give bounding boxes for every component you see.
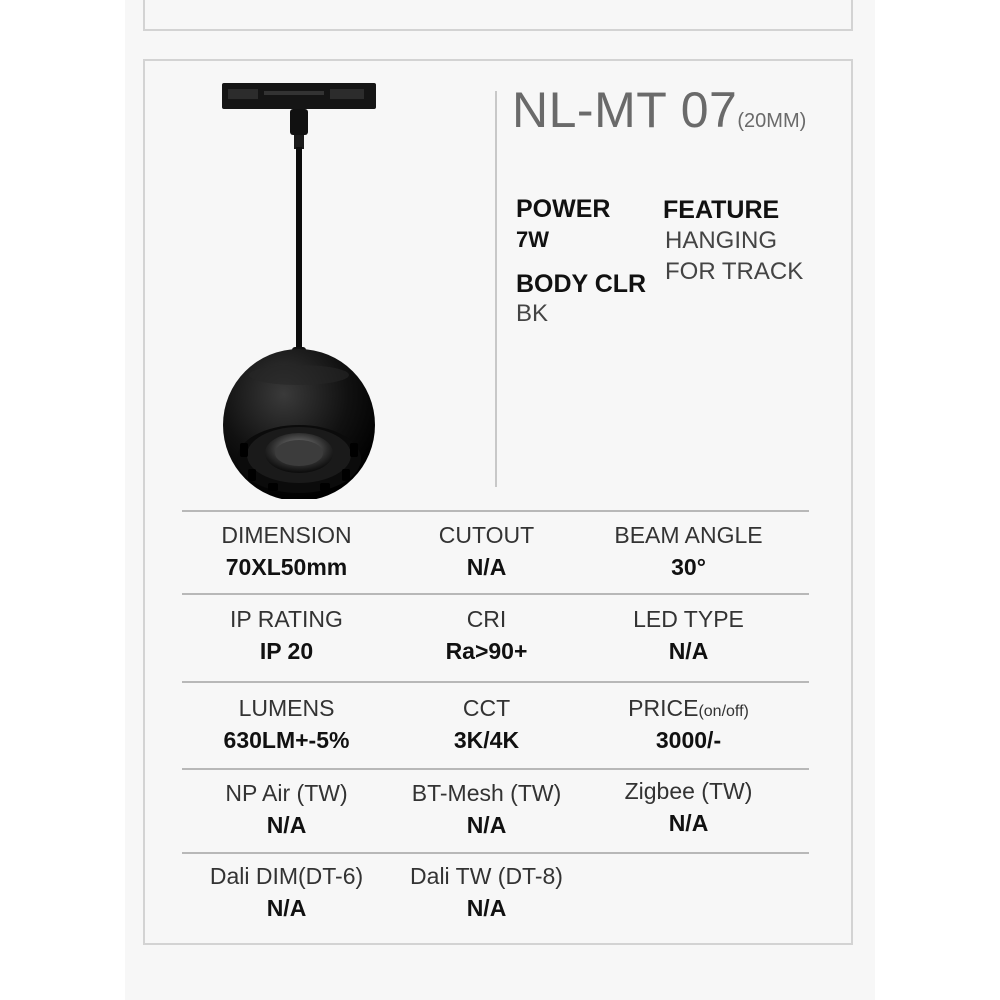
feature-label: FEATURE bbox=[663, 196, 780, 224]
spec-cell-ip-rating bbox=[182, 606, 391, 665]
spec-value: 3000/- bbox=[655, 727, 722, 753]
spec-label: Dali TW (DT-8) bbox=[410, 863, 563, 889]
power-value: 7W bbox=[516, 227, 549, 252]
spec-label: LED TYPE bbox=[633, 606, 744, 632]
spec-value: N/A bbox=[668, 638, 709, 664]
previous-product-card bbox=[143, 0, 853, 31]
power-label: POWER bbox=[516, 195, 611, 223]
model-name: NL-MT 07 bbox=[512, 82, 738, 138]
spec-label: DIMENSION bbox=[221, 522, 352, 548]
spec-label: CRI bbox=[466, 606, 507, 632]
spec-label-suffix: (on/off) bbox=[698, 703, 749, 720]
spec-label: BT-Mesh (TW) bbox=[411, 780, 562, 806]
spec-cell-dali-dim bbox=[182, 863, 391, 922]
spec-value: 3K/4K bbox=[453, 727, 520, 753]
spec-cell-lumens bbox=[182, 695, 391, 754]
spec-label-wrap bbox=[584, 695, 793, 722]
feature-value-2: FOR TRACK bbox=[665, 258, 804, 285]
spec-cell-dimension bbox=[182, 522, 391, 581]
spec-cell-cutout bbox=[382, 522, 591, 581]
spec-label: NP Air (TW) bbox=[225, 780, 348, 806]
spec-cell-bt-mesh bbox=[382, 780, 591, 839]
spec-value: Ra>90+ bbox=[445, 638, 528, 664]
spec-value: 630LM+-5% bbox=[223, 727, 350, 753]
spec-cell-cct bbox=[382, 695, 591, 754]
spec-value: 70XL50mm bbox=[225, 554, 348, 580]
spec-cell-led-type bbox=[584, 606, 793, 665]
model-size: (20MM) bbox=[737, 110, 807, 132]
spec-value: IP 20 bbox=[259, 638, 314, 664]
spec-label: IP RATING bbox=[230, 606, 343, 632]
spec-label: PRICE bbox=[628, 695, 699, 721]
spec-cell-zigbee bbox=[584, 778, 793, 837]
feature-value-1: HANGING bbox=[665, 227, 778, 254]
table-divider bbox=[182, 510, 809, 512]
spec-value: N/A bbox=[466, 895, 507, 921]
spec-cell-dali-tw bbox=[382, 863, 591, 922]
table-divider bbox=[182, 681, 809, 683]
spec-label: BEAM ANGLE bbox=[614, 522, 763, 548]
spec-value: N/A bbox=[466, 554, 507, 580]
table-divider bbox=[182, 593, 809, 595]
spec-label: Dali DIM(DT-6) bbox=[209, 863, 364, 889]
spec-label: LUMENS bbox=[238, 695, 335, 721]
spec-value: 30° bbox=[671, 554, 706, 580]
spec-value: N/A bbox=[466, 812, 507, 838]
vertical-divider bbox=[495, 91, 497, 487]
spec-cell-beam-angle bbox=[584, 522, 793, 581]
table-divider bbox=[182, 768, 809, 770]
body-color-value: BK bbox=[516, 300, 549, 327]
spec-value: N/A bbox=[266, 812, 307, 838]
spec-label: CUTOUT bbox=[438, 522, 535, 548]
spec-cell-np-air bbox=[182, 780, 391, 839]
model-title bbox=[512, 81, 806, 139]
pendant-track-light-icon bbox=[218, 79, 378, 499]
spec-cell-cri bbox=[382, 606, 591, 665]
spec-cell-price bbox=[584, 695, 793, 754]
table-divider bbox=[182, 852, 809, 854]
spec-value: N/A bbox=[668, 810, 709, 836]
spec-label: CCT bbox=[462, 695, 511, 721]
spec-label: Zigbee (TW) bbox=[624, 778, 753, 804]
body-color-label: BODY CLR bbox=[516, 270, 647, 298]
product-card bbox=[143, 59, 853, 945]
spec-value: N/A bbox=[266, 895, 307, 921]
